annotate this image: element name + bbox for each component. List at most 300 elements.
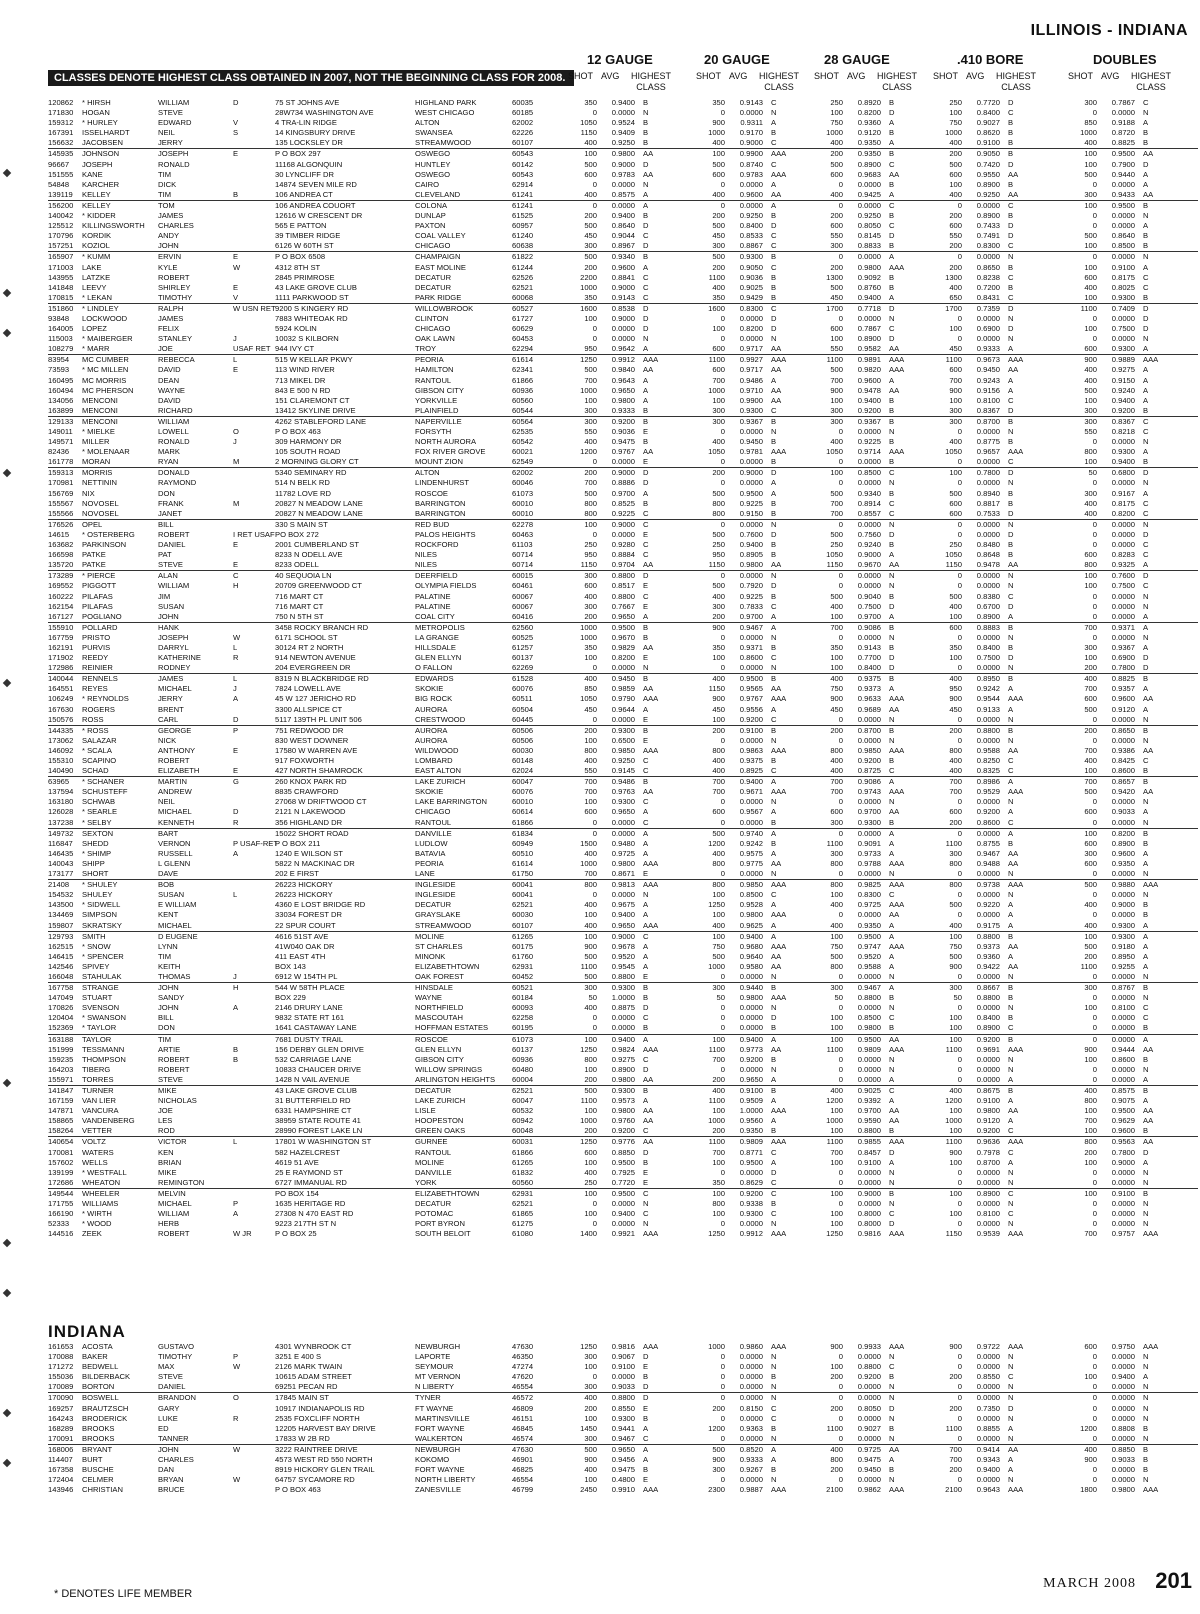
member-id: 151860: [48, 303, 74, 313]
last-name: * SWANSON: [82, 1013, 127, 1023]
shot-count: 200: [584, 262, 597, 272]
average: 0.0000: [611, 1372, 635, 1382]
city: GLEN ELLYN: [415, 653, 462, 663]
highest-class: B: [771, 756, 777, 765]
highest-class: D: [771, 581, 777, 591]
middle-suffix: W: [233, 632, 241, 642]
shot-count: 0: [957, 519, 962, 529]
middle-suffix: A: [233, 1003, 239, 1013]
zip-code: 62931: [512, 1188, 534, 1198]
zip-code: 47630: [512, 1444, 534, 1454]
street-address: 10032 S KILBORN: [275, 334, 339, 344]
shot-count: 400: [712, 1086, 725, 1095]
highest-class: N: [889, 869, 895, 879]
average: 0.9800: [611, 395, 635, 405]
first-name: BOB: [158, 880, 175, 890]
shot-count: 200: [712, 1074, 725, 1084]
highest-class: AA: [771, 961, 782, 971]
street-address: PO BOX 272: [275, 529, 319, 539]
last-name: MC PHERSON: [82, 385, 134, 395]
street-address: 750 N 5TH ST: [275, 611, 324, 621]
street-address: 3222 RAINTREE DRIVE: [275, 1444, 358, 1454]
shot-count: 400: [1084, 674, 1097, 684]
zip-code: 60107: [512, 920, 534, 930]
member-row: [48, 550, 1198, 560]
average: 0.8538: [611, 303, 635, 313]
zip-code: 46554: [512, 1382, 534, 1392]
last-name: VETTER: [82, 1126, 112, 1136]
member-row: [48, 1065, 1198, 1075]
street-address: 582 HAZELCREST: [275, 1147, 340, 1157]
shot-count: 0: [957, 581, 962, 591]
average: 0.9120: [857, 128, 881, 138]
average: 0.0000: [976, 427, 1000, 436]
average: 0.9650: [611, 920, 635, 930]
zip-code: 60021: [512, 447, 534, 457]
member-id: 149544: [48, 1188, 74, 1198]
average: 0.9800: [739, 560, 763, 570]
zip-code: 60452: [512, 971, 534, 981]
city: MINONK: [415, 951, 446, 961]
shot-count: 0: [957, 1219, 962, 1229]
shot-count: 100: [712, 324, 725, 334]
shot-count: 0: [1092, 1465, 1097, 1475]
member-row: [48, 726, 1198, 736]
average: 0.0000: [739, 478, 763, 488]
highest-class: N: [771, 1475, 777, 1485]
member-row: [48, 1382, 1198, 1393]
highest-class: A: [771, 920, 777, 930]
street-address: 5340 SEMINARY RD: [275, 468, 347, 478]
shot-count: 0: [957, 1362, 962, 1372]
highest-class: B: [643, 777, 649, 787]
first-name: GEORGE: [158, 725, 192, 735]
average: 0.0000: [1111, 1393, 1135, 1403]
shot-count: 0: [957, 1393, 962, 1403]
average: 0.9783: [739, 169, 763, 179]
average: 0.8500: [857, 468, 881, 478]
member-id: 155036: [48, 1372, 74, 1382]
highest-class: AAA: [643, 1342, 659, 1351]
average: 0.8500: [739, 890, 763, 900]
shot-count: 350: [712, 98, 725, 107]
average: 0.9775: [739, 858, 763, 868]
member-row: [48, 1485, 1198, 1495]
highest-class: C: [1008, 766, 1014, 776]
zip-code: 61832: [512, 1167, 534, 1177]
city: DECATUR: [415, 1086, 452, 1095]
highest-class: N: [1143, 993, 1149, 1003]
highest-class: D: [1143, 468, 1149, 478]
highest-class: B: [643, 993, 649, 1003]
city: FT WAYNE: [415, 1403, 454, 1413]
highest-class: B: [771, 642, 777, 652]
highest-class: N: [889, 427, 895, 436]
average: 0.9100: [976, 138, 1000, 148]
highest-class: A: [889, 983, 895, 993]
shot-count: 100: [949, 108, 962, 118]
street-address: 43 LAKE GROVE CLUB: [275, 282, 357, 292]
average: 0.7667: [611, 601, 635, 611]
highest-class: N: [771, 1382, 777, 1392]
highest-class: A: [1143, 858, 1149, 868]
zip-code: 61103: [512, 540, 533, 550]
average: 1.0000: [611, 993, 635, 1003]
highest-class: D: [771, 1013, 777, 1023]
average: 0.0000: [976, 334, 1000, 344]
member-id: 73593: [48, 365, 70, 375]
last-name: * SNOW: [82, 941, 111, 951]
street-address: 716 MART CT: [275, 601, 324, 611]
average: 0.9582: [857, 344, 881, 354]
last-name: BROOKS: [82, 1423, 115, 1433]
street-address: 1240 E WILSON ST: [275, 848, 343, 858]
last-name: KELLEY: [82, 189, 111, 199]
zip-code: 60510: [512, 848, 534, 858]
average: 0.0000: [611, 1219, 635, 1229]
shot-count: 350: [830, 642, 843, 652]
zip-code: 60461: [512, 581, 534, 591]
average: 0.9000: [857, 550, 881, 560]
highest-class: N: [1008, 1199, 1014, 1209]
shot-count: 0: [1092, 1034, 1097, 1044]
member-row: [48, 777, 1198, 787]
average: 0.9910: [611, 1485, 635, 1495]
shot-count: 300: [1084, 405, 1097, 415]
average: 0.9773: [739, 1044, 763, 1054]
highest-class: B: [1143, 674, 1149, 684]
average: 0.9725: [857, 900, 881, 910]
average: 0.0000: [739, 869, 763, 879]
shot-count: 800: [949, 858, 962, 868]
member-id: 134056: [48, 395, 74, 405]
average: 0.8575: [611, 189, 635, 199]
last-name: TESSMANN: [82, 1044, 125, 1054]
average: 0.9691: [976, 1044, 1000, 1054]
binding-mark: [3, 289, 11, 297]
member-row: [48, 581, 1198, 591]
zip-code: 60010: [512, 797, 534, 807]
shot-count: 600: [712, 169, 725, 179]
highest-class: B: [643, 1023, 649, 1033]
street-address: 8835 CRAWFORD: [275, 787, 339, 797]
highest-class: AAA: [643, 694, 659, 704]
average: 0.9143: [857, 642, 881, 652]
member-id: 176526: [48, 519, 74, 529]
street-address: 11168 ALGONQUIN: [275, 159, 343, 169]
highest-class: N: [889, 478, 895, 488]
shot-count: 1250: [580, 355, 597, 365]
member-id: 160495: [48, 375, 74, 385]
shot-count: 0: [720, 1433, 725, 1443]
average: 0.9150: [739, 508, 763, 518]
shot-count: 2200: [580, 272, 597, 282]
highest-class: B: [1008, 416, 1014, 426]
average: 0.0000: [857, 797, 881, 807]
average: 0.0000: [1111, 1413, 1135, 1423]
highest-class: B: [1143, 983, 1149, 993]
highest-class: B: [771, 437, 777, 447]
member-id: 173289: [48, 571, 74, 581]
first-name: ROBERT: [158, 529, 190, 539]
street-address: 6331 HAMPSHIRE CT: [275, 1106, 352, 1116]
last-name: * SPENCER: [82, 951, 124, 961]
zip-code: 61080: [512, 1229, 534, 1239]
highest-class: B: [771, 128, 777, 138]
first-name: JAMES: [158, 211, 184, 221]
first-name: JOHN: [158, 611, 179, 621]
average: 0.7925: [611, 1167, 635, 1177]
binding-mark: [3, 169, 11, 177]
member-row: [48, 314, 1198, 324]
highest-class: N: [771, 108, 777, 118]
street-address: 2001 CUMBERLAND ST: [275, 540, 359, 550]
member-row: [48, 1168, 1198, 1178]
city: RED BUD: [415, 519, 450, 529]
average: 0.9243: [976, 375, 1000, 385]
highest-class: N: [889, 1199, 895, 1209]
highest-class: N: [1008, 334, 1014, 344]
shot-count: 100: [830, 653, 843, 663]
shot-count: 100: [1084, 457, 1097, 467]
member-row: [48, 1189, 1198, 1199]
average: 0.0000: [1111, 519, 1135, 529]
first-name: WILLIAM: [158, 98, 190, 107]
average: 0.8380: [976, 591, 1000, 601]
gauge-title-12: 12 GAUGE: [587, 52, 653, 67]
first-name: ALAN: [158, 571, 178, 581]
highest-class: AAA: [1143, 880, 1159, 890]
highest-class: AA: [889, 344, 900, 354]
street-address: 6727 IMMANUAL RD: [275, 1177, 347, 1187]
highest-class: N: [1008, 571, 1014, 581]
last-name: BRYANT: [82, 1444, 113, 1454]
average: 0.9400: [1111, 457, 1135, 467]
highest-class: AAA: [771, 880, 787, 890]
average: 0.9776: [611, 1137, 635, 1147]
shot-count: 0: [1092, 334, 1097, 344]
zip-code: 61528: [512, 674, 534, 684]
street-address: 113 WIND RIVER: [275, 365, 335, 375]
shot-count: 100: [584, 1188, 597, 1198]
average: 0.9678: [611, 941, 635, 951]
city: PEORIA: [415, 355, 444, 365]
highest-class: N: [1143, 1382, 1149, 1392]
shot-count: 100: [830, 1209, 843, 1219]
average: 0.9642: [611, 344, 635, 354]
average: 0.9250: [739, 211, 763, 221]
highest-class: AA: [771, 684, 782, 694]
street-address: 27308 N 470 EAST RD: [275, 1209, 354, 1219]
shot-count: 450: [584, 231, 597, 241]
member-row: [48, 355, 1198, 365]
last-name: * MIELKE: [82, 427, 115, 436]
highest-class: B: [643, 118, 649, 128]
highest-class: AAA: [1008, 1485, 1024, 1495]
member-id: 172404: [48, 1475, 74, 1485]
average: 0.6900: [1111, 653, 1135, 663]
average: 0.9255: [1111, 961, 1135, 971]
member-row: [48, 149, 1198, 159]
shot-count: 200: [584, 725, 597, 735]
shot-count: 200: [830, 149, 843, 159]
highest-class: A: [643, 344, 649, 354]
highest-class: C: [643, 591, 649, 601]
street-address: 309 HARMONY DR: [275, 437, 342, 447]
shot-count: 1000: [580, 622, 597, 632]
average: 0.8520: [739, 1444, 763, 1454]
highest-class: D: [1143, 663, 1149, 673]
zip-code: 46845: [512, 1423, 534, 1433]
average: 0.9300: [1111, 292, 1135, 302]
average: 0.9524: [611, 118, 635, 128]
average: 0.0000: [976, 910, 1000, 920]
shot-count: 100: [949, 324, 962, 334]
shot-count: 1200: [708, 1423, 725, 1433]
highest-class: B: [889, 457, 895, 467]
highest-class: AA: [1008, 745, 1019, 755]
shot-count: 250: [584, 1177, 597, 1187]
last-name: NIX: [82, 488, 95, 498]
first-name: SUSAN: [158, 890, 185, 900]
shot-count: 600: [949, 807, 962, 817]
shot-count: 200: [830, 1465, 843, 1475]
zip-code: 61822: [512, 252, 534, 262]
average: 0.0000: [1111, 1034, 1135, 1044]
highest-class: A: [889, 920, 895, 930]
average: 0.9100: [739, 1086, 763, 1095]
highest-class: N: [1008, 1433, 1014, 1443]
member-row: [48, 684, 1198, 694]
member-row: [48, 643, 1198, 653]
member-id: 150576: [48, 714, 74, 724]
shot-count: 250: [830, 540, 843, 550]
shot-count: 400: [712, 674, 725, 684]
shot-count: 0: [838, 735, 843, 745]
shot-header: SHOT: [696, 71, 722, 81]
average: 0.0000: [1111, 591, 1135, 601]
shot-count: 700: [830, 498, 843, 508]
average: 0.8525: [611, 498, 635, 508]
street-address: 10917 INDIANAPOLIS RD: [275, 1403, 365, 1413]
zip-code: 60030: [512, 745, 534, 755]
average: 0.9440: [739, 983, 763, 993]
shot-count: 1100: [708, 355, 725, 365]
zip-code: 60480: [512, 1064, 534, 1074]
average: 0.9740: [739, 828, 763, 838]
shot-count: 750: [830, 118, 843, 128]
first-name: BRENT: [158, 704, 184, 714]
average: 0.9100: [611, 1362, 635, 1372]
shot-count: 50: [588, 993, 597, 1003]
first-name: MELVIN: [158, 1188, 186, 1198]
average: 0.8175: [1111, 272, 1135, 282]
last-name: PARKINSON: [82, 540, 127, 550]
shot-count: 400: [949, 282, 962, 292]
average: 0.7800: [1111, 663, 1135, 673]
middle-suffix: J: [233, 437, 237, 447]
shot-count: 400: [584, 900, 597, 910]
member-id: 144516: [48, 1229, 74, 1239]
average: 0.0000: [857, 1393, 881, 1403]
member-id: 164005: [48, 324, 74, 334]
member-row: [48, 932, 1198, 942]
zip-code: 62560: [512, 622, 534, 632]
highest-class: AAA: [889, 694, 905, 704]
last-name: JOSEPH: [82, 159, 113, 169]
highest-class: AAA: [771, 941, 787, 951]
shot-count: 400: [584, 189, 597, 199]
highest-class: A: [889, 1096, 895, 1106]
average: 0.9486: [739, 375, 763, 385]
average: 0.7491: [976, 231, 1000, 241]
shot-count: 0: [957, 971, 962, 981]
shot-count: 200: [949, 262, 962, 272]
highest-class: AAA: [771, 1485, 787, 1495]
street-address: 3458 ROCKY BRANCH RD: [275, 622, 369, 632]
shot-count: 300: [830, 405, 843, 415]
average: 0.0000: [976, 1362, 1000, 1372]
shot-count: 100: [830, 611, 843, 621]
street-address: P O BOX 463: [275, 427, 321, 436]
highest-class: C: [1008, 292, 1014, 302]
first-name: KEN: [158, 1147, 174, 1157]
shot-count: 500: [712, 221, 725, 231]
member-row: [48, 427, 1198, 437]
average: 0.8050: [857, 221, 881, 231]
city: LAKE ZURICH: [415, 777, 466, 787]
last-name: LAKE: [82, 262, 102, 272]
highest-class: B: [643, 498, 649, 508]
shot-count: 400: [949, 138, 962, 148]
highest-class: AAA: [771, 1229, 787, 1239]
average: 0.9486: [611, 777, 635, 787]
shot-count: 0: [838, 1393, 843, 1403]
city: ROCKFORD: [415, 540, 459, 550]
highest-class: AA: [889, 560, 900, 570]
shot-count: 400: [712, 189, 725, 199]
member-id: 137238: [48, 817, 74, 827]
highest-class: AAA: [1008, 880, 1024, 890]
average: 0.0000: [976, 457, 1000, 467]
highest-class: B: [889, 128, 895, 138]
shot-count: 1200: [708, 838, 725, 848]
highest-class: C: [771, 1209, 777, 1219]
shot-count: 500: [1084, 385, 1097, 395]
highest-class: A: [643, 611, 649, 621]
average: 0.0000: [976, 1475, 1000, 1485]
highest-class: N: [889, 313, 895, 323]
average: 0.7867: [1111, 98, 1135, 107]
average: 0.8800: [976, 725, 1000, 735]
member-row: [48, 293, 1198, 304]
shot-count: 950: [949, 684, 962, 694]
shot-count: 600: [1084, 1342, 1097, 1351]
shot-count: 100: [830, 1188, 843, 1198]
highest-class: N: [771, 1219, 777, 1229]
street-address: 8319 N BLACKBRIDGE RD: [275, 674, 369, 684]
zip-code: 60010: [512, 508, 534, 518]
average: 0.9400: [611, 211, 635, 221]
member-row: [48, 1116, 1198, 1126]
shot-count: 200: [949, 1403, 962, 1413]
first-name: STEVE: [158, 1372, 183, 1382]
highest-class: B: [889, 674, 895, 684]
shot-count: 450: [949, 704, 962, 714]
shot-count: 950: [584, 550, 597, 560]
average: 0.0000: [739, 632, 763, 642]
average: 0.8800: [976, 993, 1000, 1003]
